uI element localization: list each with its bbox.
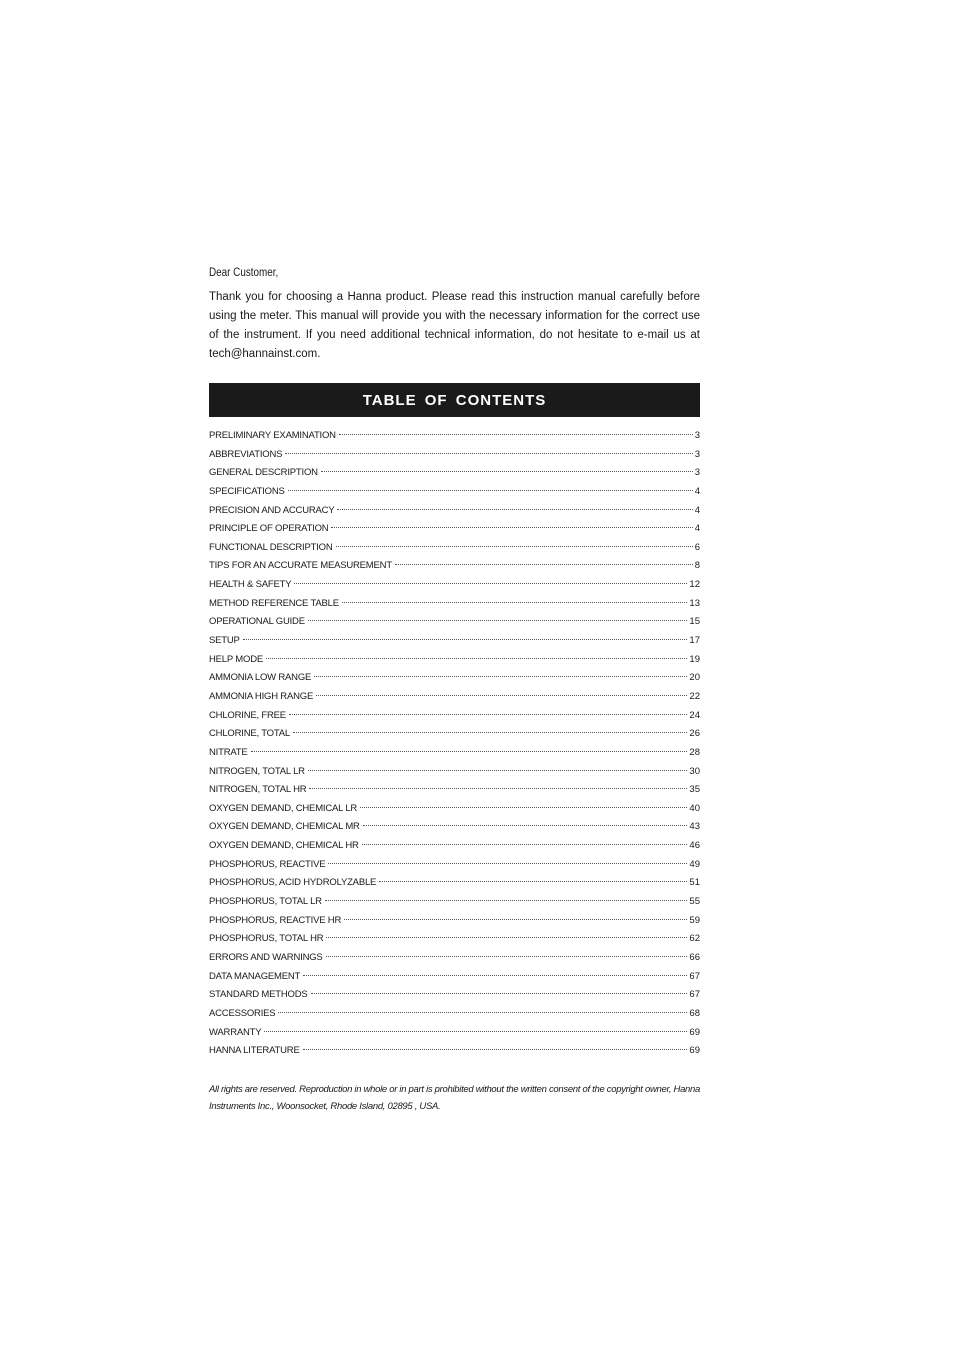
- toc-dot-leader: [326, 937, 687, 938]
- toc-entry[interactable]: [209, 781, 700, 800]
- toc-entry-label: ABBREVIATIONS: [209, 448, 283, 460]
- toc-entry[interactable]: [209, 968, 700, 987]
- toc-entry-page: 20: [689, 672, 700, 684]
- toc-entry-label: PHOSPHORUS, TOTAL HR: [209, 933, 324, 945]
- toc-dot-leader: [360, 807, 687, 808]
- toc-entry-label: DATA MANAGEMENT: [209, 970, 301, 982]
- toc-entry-page: 19: [689, 653, 700, 665]
- toc-entry[interactable]: [209, 912, 700, 931]
- toc-entry-page: 17: [689, 635, 700, 647]
- toc-entry-page: 8: [694, 560, 700, 572]
- toc-entry-page: 67: [689, 970, 700, 982]
- toc-dot-leader: [303, 975, 687, 976]
- toc-entry[interactable]: [209, 502, 700, 521]
- toc-dot-leader: [266, 658, 687, 659]
- toc-entry-label: METHOD REFERENCE TABLE: [209, 597, 339, 609]
- toc-entry-label: PHOSPHORUS, REACTIVE HR: [209, 914, 342, 926]
- toc-entry-label: NITRATE: [209, 746, 248, 758]
- toc-entry-label: GENERAL DESCRIPTION: [209, 467, 318, 479]
- toc-entry-page: 3: [694, 430, 700, 441]
- toc-entry-label: PHOSPHORUS, ACID HYDROLYZABLE: [209, 877, 377, 889]
- toc-entry[interactable]: [209, 763, 700, 782]
- toc-entry-label: ACCESSORIES: [209, 1007, 276, 1019]
- toc-entry-label: HANNA LITERATURE: [209, 1045, 300, 1057]
- toc-dot-leader: [316, 695, 687, 696]
- toc-dot-leader: [243, 639, 688, 640]
- toc-dot-leader: [308, 620, 688, 621]
- toc-dot-leader: [342, 602, 688, 603]
- toc-entry-page: 12: [689, 579, 700, 591]
- toc-entry[interactable]: [209, 595, 700, 614]
- toc-entry-page: 68: [689, 1007, 700, 1019]
- toc-entry[interactable]: [209, 986, 700, 1005]
- greeting-text: Dear Customer,: [209, 267, 279, 279]
- toc-dot-leader: [395, 564, 693, 565]
- toc-entry-label: WARRANTY: [209, 1026, 262, 1038]
- toc-entry[interactable]: [209, 539, 700, 558]
- toc-dot-leader: [321, 471, 693, 472]
- toc-dot-leader: [328, 863, 687, 864]
- toc-entry-page: 28: [689, 746, 700, 758]
- toc-dot-leader: [303, 1049, 688, 1050]
- toc-entry-page: 49: [689, 858, 700, 870]
- toc-entry-label: PHOSPHORUS, REACTIVE: [209, 858, 326, 870]
- toc-entry[interactable]: [209, 669, 700, 688]
- toc-entry[interactable]: [209, 613, 700, 632]
- toc-entry-page: 55: [689, 896, 700, 908]
- toc-entry[interactable]: [209, 464, 700, 483]
- toc-entry[interactable]: [209, 893, 700, 912]
- toc-entry-label: PRELIMINARY EXAMINATION: [209, 430, 336, 441]
- toc-dot-leader: [344, 919, 687, 920]
- toc-entry-page: 46: [689, 840, 700, 852]
- toc-entry-page: 26: [689, 728, 700, 740]
- toc-entry-page: 4: [694, 485, 700, 497]
- toc-entry[interactable]: [209, 930, 700, 949]
- toc-entry-label: FUNCTIONAL DESCRIPTION: [209, 541, 333, 553]
- toc-entry-label: AMMONIA LOW RANGE: [209, 672, 312, 684]
- toc-dot-leader: [285, 453, 692, 454]
- toc-entry[interactable]: [209, 949, 700, 968]
- toc-entry-page: 22: [689, 690, 700, 702]
- toc-dot-leader: [363, 825, 688, 826]
- toc-entry-label: STANDARD METHODS: [209, 989, 308, 1001]
- toc-entry[interactable]: [209, 707, 700, 726]
- toc-dot-leader: [339, 434, 693, 435]
- toc-entry-page: 3: [694, 448, 700, 460]
- toc-entry-label: HEALTH & SAFETY: [209, 579, 292, 591]
- toc-entry[interactable]: [209, 1024, 700, 1043]
- toc-entry-label: OXYGEN DEMAND, CHEMICAL MR: [209, 821, 360, 833]
- toc-entry-page: 69: [689, 1045, 700, 1057]
- toc-entry-label: OXYGEN DEMAND, CHEMICAL HR: [209, 840, 359, 852]
- toc-entry-label: AMMONIA HIGH RANGE: [209, 690, 314, 702]
- toc-entry[interactable]: [209, 576, 700, 595]
- toc-entry-page: 35: [689, 784, 700, 796]
- toc-entry-page: 13: [689, 597, 700, 609]
- toc-entry-page: 40: [689, 802, 700, 814]
- toc-entry-page: 43: [689, 821, 700, 833]
- toc-entry[interactable]: [209, 688, 700, 707]
- toc-entry-page: 4: [694, 504, 700, 516]
- toc-entry-page: 30: [689, 765, 700, 777]
- toc-entry-label: ERRORS AND WARNINGS: [209, 951, 323, 963]
- toc-dot-leader: [293, 732, 687, 733]
- toc-list: [209, 427, 700, 1061]
- toc-entry-page: 69: [689, 1026, 700, 1038]
- toc-entry-page: 15: [689, 616, 700, 628]
- toc-dot-leader: [288, 490, 693, 491]
- toc-dot-leader: [264, 1031, 687, 1032]
- toc-entry[interactable]: [209, 427, 700, 446]
- toc-dot-leader: [311, 993, 688, 994]
- toc-entry[interactable]: [209, 837, 700, 856]
- toc-entry[interactable]: [209, 483, 700, 502]
- toc-dot-leader: [309, 788, 687, 789]
- intro-paragraph: Thank you for choosing a Hanna product. Please read this instruction manual carefully before using the meter. This manual will provide you with the necessary information for the correct use of the instrument. If you need additional technical information, do not hesitate to e-mail us at tech@hannainst.com.: [209, 291, 700, 360]
- toc-entry-label: HELP MODE: [209, 653, 263, 665]
- toc-dot-leader: [278, 1012, 687, 1013]
- toc-entry-page: 6: [694, 541, 700, 553]
- toc-entry-label: OXYGEN DEMAND, CHEMICAL LR: [209, 802, 358, 814]
- toc-entry-page: 51: [689, 877, 700, 889]
- toc-entry[interactable]: [209, 1005, 700, 1024]
- toc-entry[interactable]: [209, 744, 700, 763]
- toc-dot-leader: [314, 676, 687, 677]
- toc-dot-leader: [308, 770, 688, 771]
- toc-entry[interactable]: [209, 557, 700, 576]
- toc-entry-label: TIPS FOR AN ACCURATE MEASUREMENT: [209, 560, 392, 572]
- toc-dot-leader: [289, 714, 688, 715]
- toc-entry-label: PRINCIPLE OF OPERATION: [209, 523, 329, 535]
- toc-entry-page: 24: [689, 709, 700, 721]
- toc-entry-label: NITROGEN, TOTAL HR: [209, 784, 307, 796]
- toc-entry-label: PRECISION AND ACCURACY: [209, 504, 335, 516]
- toc-entry-label: SETUP: [209, 635, 240, 647]
- copyright-notice: All rights are reserved. Reproduction in whole or in part is prohibited without the written consent of the copyright owner, Hanna Instruments Inc., Woonsocket, Rhode Island, 02895 , USA.: [209, 1083, 700, 1112]
- toc-entry[interactable]: [209, 520, 700, 539]
- toc-entry[interactable]: [209, 818, 700, 837]
- toc-dot-leader: [294, 583, 687, 584]
- toc-dot-leader: [379, 881, 687, 882]
- toc-dot-leader: [362, 844, 688, 845]
- toc-dot-leader: [251, 751, 688, 752]
- toc-entry[interactable]: [209, 632, 700, 651]
- toc-entry[interactable]: [209, 651, 700, 670]
- toc-entry-label: CHLORINE, FREE: [209, 709, 286, 721]
- toc-dot-leader: [337, 509, 692, 510]
- toc-title: TABLE OF CONTENTS: [362, 391, 547, 409]
- toc-entry-label: PHOSPHORUS, TOTAL LR: [209, 896, 322, 908]
- toc-entry[interactable]: [209, 856, 700, 875]
- toc-entry-page: 4: [694, 523, 700, 535]
- toc-dot-leader: [331, 527, 692, 528]
- toc-dot-leader: [326, 956, 688, 957]
- toc-entry-page: 59: [689, 914, 700, 926]
- toc-entry[interactable]: [209, 1042, 700, 1061]
- toc-entry[interactable]: [209, 446, 700, 465]
- toc-header-bar: [209, 383, 700, 417]
- toc-dot-leader: [336, 546, 693, 547]
- toc-entry[interactable]: [209, 874, 700, 893]
- toc-entry-label: NITROGEN, TOTAL LR: [209, 765, 305, 777]
- toc-entry[interactable]: [209, 800, 700, 819]
- toc-dot-leader: [325, 900, 688, 901]
- toc-entry-page: 67: [689, 989, 700, 1001]
- manual-page: [209, 264, 700, 1124]
- toc-entry-label: CHLORINE, TOTAL: [209, 728, 290, 740]
- toc-entry-page: 62: [689, 933, 700, 945]
- toc-entry-page: 3: [694, 467, 700, 479]
- toc-entry-label: OPERATIONAL GUIDE: [209, 616, 305, 628]
- toc-entry-label: SPECIFICATIONS: [209, 485, 285, 497]
- toc-entry-page: 66: [689, 951, 700, 963]
- toc-entry[interactable]: [209, 725, 700, 744]
